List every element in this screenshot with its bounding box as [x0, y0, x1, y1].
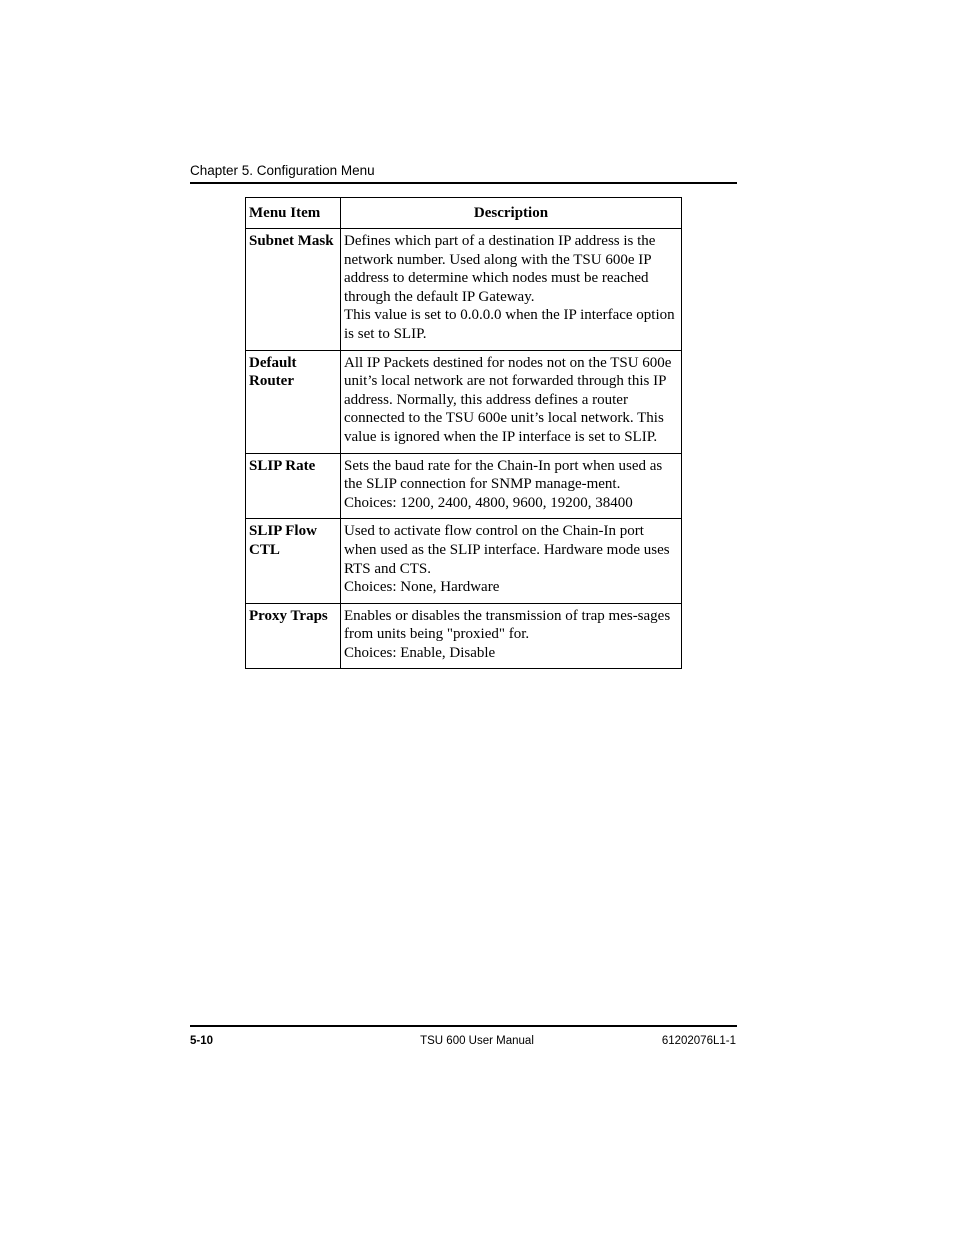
menu-item-name: Proxy Traps — [246, 603, 341, 669]
document-number: 61202076L1-1 — [661, 1035, 736, 1047]
menu-item-name: SLIP Flow CTL — [246, 519, 341, 603]
page-number: 5-10 — [190, 1035, 214, 1047]
menu-items-table — [245, 197, 682, 669]
menu-item-description: Enables or disables the transmission of trap mes-sages from units being "proxied" for. Choices: Enable, Disable — [341, 603, 682, 669]
menu-item-description: Defines which part of a destination IP address is the network number. Used along with the TSU 600e IP address to determine which nodes must be reached through the default IP Gateway. This value is set to 0.0.0.0 when the IP interface option is set to SLIP. — [341, 229, 682, 351]
table-row — [246, 229, 682, 351]
menu-item-description: Used to activate flow control on the Chain-In port when used as the SLIP interface. Hardware mode uses RTS and CTS. Choices: None, Hardware — [341, 519, 682, 603]
table-row — [246, 453, 682, 519]
column-header-description: Description — [341, 198, 682, 229]
manual-title: TSU 600 User Manual — [420, 1035, 534, 1047]
footer-rule — [190, 1025, 737, 1027]
menu-item-description: All IP Packets destined for nodes not on the TSU 600e unit’s local network are not forwarded through this IP address. Normally, this address defines a router connected to the TSU 600e unit’s local network. This value is ignored when the IP interface is set to SLIP. — [341, 350, 682, 453]
table-row — [246, 350, 682, 453]
table-row — [246, 603, 682, 669]
column-header-menu-item: Menu Item — [246, 198, 341, 229]
menu-item-name: Subnet Mask — [246, 229, 341, 351]
chapter-header: Chapter 5. Configuration Menu — [190, 163, 375, 178]
header-rule — [190, 182, 737, 184]
table-row — [246, 519, 682, 603]
table-header-row — [246, 198, 682, 229]
menu-item-name: SLIP Rate — [246, 453, 341, 519]
menu-item-description: Sets the baud rate for the Chain-In port when used as the SLIP connection for SNMP manage-ment. Choices: 1200, 2400, 4800, 9600, 19200, 38400 — [341, 453, 682, 519]
menu-item-name: Default Router — [246, 350, 341, 453]
